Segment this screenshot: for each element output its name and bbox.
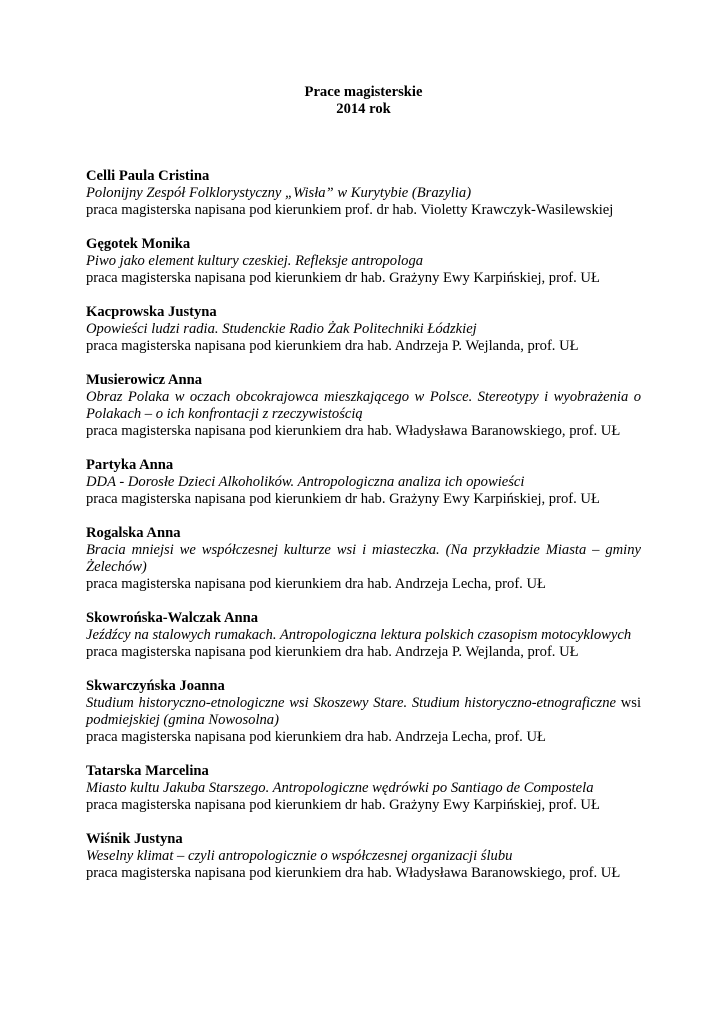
supervisor-line: praca magisterska napisana pod kierunkiem dra hab. Andrzeja P. Wejlanda, prof. UŁ [86, 338, 579, 354]
thesis-entry [86, 457, 641, 508]
author-name: Kacprowska Justyna [86, 304, 217, 320]
thesis-title [86, 695, 641, 729]
supervisor-line: praca magisterska napisana pod kierunkiem dra hab. Władysława Baranowskiego, prof. UŁ [86, 423, 621, 439]
supervisor-line: praca magisterska napisana pod kierunkiem dr hab. Grażyny Ewy Karpińskiej, prof. UŁ [86, 491, 600, 507]
thesis-title: DDA - Dorosłe Dzieci Alkoholików. Antropologiczna analiza ich opowieści [86, 474, 525, 490]
thesis-entry [86, 610, 641, 661]
document-page [86, 84, 641, 899]
author-name: Wiśnik Justyna [86, 831, 183, 847]
thesis-title-italic-end: podmiejskiej (gmina Nowosolna) [86, 712, 279, 728]
thesis-entry [86, 304, 641, 355]
thesis-entry [86, 525, 641, 593]
supervisor-line: praca magisterska napisana pod kierunkiem dr hab. Grażyny Ewy Karpińskiej, prof. UŁ [86, 797, 600, 813]
supervisor-line: praca magisterska napisana pod kierunkiem dra hab. Andrzeja P. Wejlanda, prof. UŁ [86, 644, 579, 660]
thesis-entry [86, 372, 641, 440]
thesis-title: Jeźdźcy na stalowych rumakach. Antropologiczna lektura polskich czasopism motocyklowych [86, 627, 632, 643]
author-name: Tatarska Marcelina [86, 763, 209, 779]
thesis-entry [86, 168, 641, 219]
thesis-title: Bracia mniejsi we współczesnej kulturze wsi i miasteczka. (Na przykładzie Miasta – gminy Żelechów) [86, 542, 641, 575]
thesis-entry [86, 678, 641, 746]
thesis-title: Opowieści ludzi radia. Studenckie Radio Żak Politechniki Łódzkiej [86, 321, 477, 337]
author-name: Partyka Anna [86, 457, 174, 473]
supervisor-line: praca magisterska napisana pod kierunkiem dra hab. Andrzeja Lecha, prof. UŁ [86, 576, 546, 592]
thesis-entry [86, 763, 641, 814]
thesis-entry [86, 831, 641, 882]
author-name: Rogalska Anna [86, 525, 181, 541]
thesis-title: Weselny klimat – czyli antropologicznie o współczesnej organizacji ślubu [86, 848, 513, 864]
thesis-title: Obraz Polaka w oczach obcokrajowca mieszkającego w Polsce. Stereotypy i wyobrażenia o Polakach – o ich konfrontacji z rzeczywistością [86, 389, 641, 422]
author-name: Gęgotek Monika [86, 236, 191, 252]
supervisor-line: praca magisterska napisana pod kierunkiem dra hab. Władysława Baranowskiego, prof. UŁ [86, 865, 621, 881]
supervisor-line: praca magisterska napisana pod kierunkiem dr hab. Grażyny Ewy Karpińskiej, prof. UŁ [86, 270, 600, 286]
document-year: 2014 rok [336, 101, 391, 117]
supervisor-line: praca magisterska napisana pod kierunkiem dra hab. Andrzeja Lecha, prof. UŁ [86, 729, 546, 745]
heading-spacer [86, 118, 641, 168]
supervisor-line: praca magisterska napisana pod kierunkiem prof. dr hab. Violetty Krawczyk-Wasilewskiej [86, 202, 614, 218]
author-name: Celli Paula Cristina [86, 168, 210, 184]
thesis-title: Polonijny Zespół Folklorystyczny „Wisła” w Kurytybie (Brazylia) [86, 185, 472, 201]
thesis-title: Miasto kultu Jakuba Starszego. Antropologiczne wędrówki po Santiago de Compostela [86, 780, 594, 796]
author-name: Skowrońska-Walczak Anna [86, 610, 259, 626]
thesis-title: Piwo jako element kultury czeskiej. Refleksje antropologa [86, 253, 424, 269]
document-title: Prace magisterskie [304, 84, 423, 100]
thesis-entry [86, 236, 641, 287]
thesis-title-plain: wsi [616, 695, 641, 711]
author-name: Skwarczyńska Joanna [86, 678, 225, 694]
thesis-title-italic: Studium historyczno-etnologiczne wsi Skoszewy Stare. Studium historyczno-etnograficzne [86, 695, 616, 711]
author-name: Musierowicz Anna [86, 372, 203, 388]
